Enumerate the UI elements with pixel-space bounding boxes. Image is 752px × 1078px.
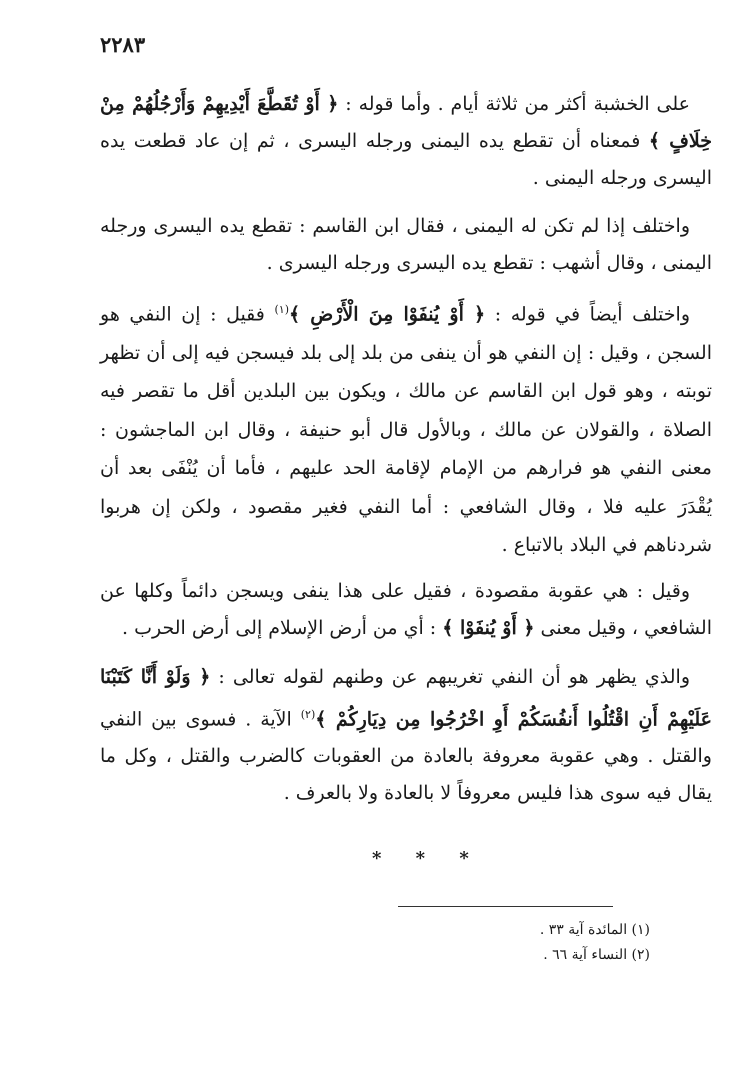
footnote-divider [398, 906, 613, 907]
quran-verse: ﴿ أَوْ يُنفَوْا مِنَ الْأَرْضِ ﴾ [288, 303, 486, 326]
text-run: فقيل : إن النفي هو السجن ، وقيل : إن النفي هو أن ينفى من بلد إلى بلد فيسجن فيه إلى أن تظهر توبته ، وهو قول ابن القاسم عن مالك ، ويكون بين البلدين أقل ما تقصر فيه الصلاة ، والقولان عن مالك ، وبالأول قال أبو حنيفة ، وقال ابن الماجشون : معنى النفي هو فرارهم من الإمام لإقامة الحد عليهم ، فأما أن يُنْفَى بعد أن يُقْدَرَ عليه فلا ، وقال الشافعي : أما النفي فغير مقصود ، ولكن إن هربوا شردناهم في البلاد بالاتباع . [100, 303, 712, 557]
text-run: واختلف إذا لم تكن له اليمنى ، فقال ابن القاسم : تقطع يده اليسرى ورجله اليمنى ، وقال أشهب : تقطع يده اليسرى ورجله اليسرى . [100, 215, 712, 274]
paragraph-5 [100, 659, 712, 812]
paragraph-3 [100, 291, 712, 565]
text-run: وقيل : هي عقوبة مقصودة ، فقيل على هذا ينفى ويسجن دائماً وكلها عن الشافعي ، وقيل معنى [100, 579, 712, 639]
paragraph-4 [100, 573, 712, 647]
text-run: فمعناه أن تقطع يده اليمنى ورجله اليسرى ، ثم إن عاد قطعت يده اليسرى ورجله اليمنى . [100, 130, 712, 189]
footnote-2: (٢) النساء آية ٦٦ . [543, 947, 650, 963]
paragraph-1 [100, 86, 712, 197]
text-run: : أي من أرض الإسلام إلى أرض الحرب . [122, 616, 443, 639]
quran-verse: ﴿ أَوْ تُقَطَّعَ أَيْدِيهِمْ وَأَرْجُلُهُمْ مِنْ خِلَافٍ ﴾ [100, 93, 712, 152]
text-run: واختلف أيضاً في قوله : [485, 303, 690, 326]
paragraph-2 [100, 208, 712, 282]
page-number: ٢٢٨٣ [100, 32, 146, 57]
text-run: على الخشبة أكثر من ثلاثة أيام . وأما قوله : [338, 93, 690, 115]
footnotes [540, 918, 650, 968]
text-run: والذي يظهر هو أن النفي تغريبهم عن وطنهم لقوله تعالى : [210, 665, 690, 688]
footnote-1: (١) المائدة آية ٣٣ . [539, 922, 650, 938]
quran-verse: ﴿ وَلَوْ أَنَّا كَتَبْنَا عَلَيْهِمْ أَنِ اقْتُلُوا أَنفُسَكُمْ أَوِ اخْرُجُوا مِن دِيَارِكُمْ ﴾ [100, 665, 713, 731]
footnote-ref-2: (٢) [300, 707, 316, 721]
footnote-ref-1: (١) [274, 303, 289, 316]
text-run: الآية . فسوى بين النفي والقتل . وهي عقوبة معروفة بالعادة من العقوبات كالضرب والقتل ، وكل ما يقال فيه سوى هذا فليس معروفاً لا بالعادة ولا بالعرف . [100, 708, 712, 805]
quran-verse: ﴿ أَوْ يُنفَوْا ﴾ [442, 616, 535, 639]
section-separator: * * * [372, 848, 483, 869]
main-text [100, 86, 712, 823]
